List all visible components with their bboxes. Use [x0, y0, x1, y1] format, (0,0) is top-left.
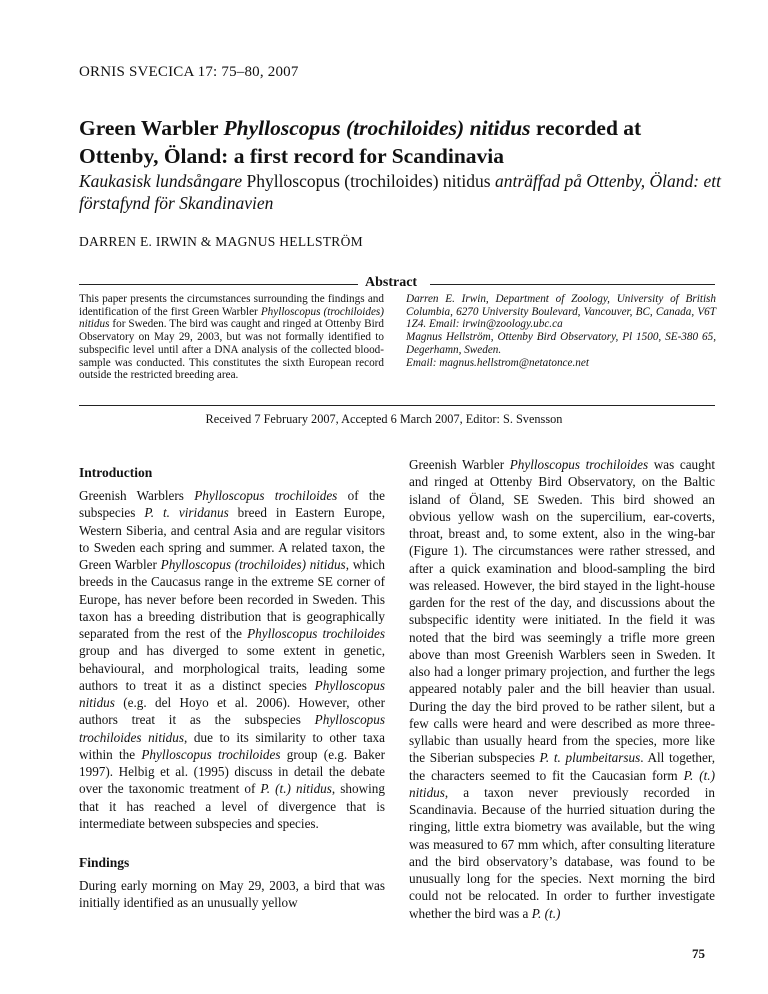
- subtitle-text-end: anträffad på Ottenby, Öland: ett förstafynd för Skandinavien: [79, 171, 721, 213]
- intro-text: group (e.g. Baker 1997). Helbig et al. (1995) discuss in detail the debate over the taxonomic treatment of: [79, 746, 385, 797]
- intro-text: , due to its similarity to other taxa within the: [79, 729, 385, 762]
- left-column: [79, 464, 385, 912]
- intro-taxon: P. t. viridanus: [144, 505, 229, 521]
- findings-paragraph: During early morning on May 29, 2003, a bird that was initially identified as an unusually yellow: [79, 878, 385, 911]
- abstract-text: [79, 293, 384, 382]
- article-title: [79, 114, 719, 170]
- author-affiliations: [406, 293, 716, 369]
- introduction-paragraph: [79, 487, 385, 832]
- intro-taxon: Phylloscopus nitidus: [79, 677, 385, 710]
- journal-header: ORNIS SVECICA 17: 75–80, 2007: [79, 64, 299, 80]
- abstract-bottom-rule: [79, 405, 715, 406]
- abstract-heading: Abstract: [365, 275, 418, 290]
- intro-text: of the subspecies: [79, 488, 385, 521]
- intro-taxon: Phylloscopus (trochiloides) nitidus: [160, 557, 346, 572]
- affiliation-email: Email: magnus.hellstrom@netatonce.net: [406, 356, 589, 369]
- intro-taxon: P. (t.) nitidus: [260, 781, 332, 797]
- title-text: Green Warbler: [79, 116, 224, 140]
- body-text: Greenish Warbler: [409, 457, 510, 472]
- affiliation-irwin: Darren E. Irwin, Department of Zoology, University of British Columbia, 6270 University Boulevard, Vancouver, BC, Canada, V6T 1Z4. Email: irwin@zoology.ubc.ca: [406, 293, 716, 331]
- swedish-subtitle: [79, 170, 729, 214]
- body-text: , a taxon never previously recorded in Scandinavia. Because of the hurried situation during the ringing, little extra biometry was available, but the wing was measured to 67 mm which, after consulting literature and the bird observatory’s database, was found to be unusually long for the species. Next morning the bird could not be relocated. In order to further investigate whether the bird was a: [409, 784, 715, 921]
- received-line: Received 7 February 2007, Accepted 6 March 2007, Editor: S. Svensson: [205, 412, 563, 426]
- abstract-rule-right: [430, 284, 715, 285]
- section-heading-introduction: Introduction: [79, 465, 153, 480]
- abstract-rule-left: [79, 284, 358, 285]
- title-taxon: Phylloscopus (trochiloides) nitidus: [223, 116, 531, 140]
- intro-text: (e.g. del Hoyo et al. 2006). However, other authors treat it as the subspecies: [79, 695, 385, 728]
- abstract-text-a: This paper presents the circumstances surrounding the findings and identification of the first Green Warbler: [79, 293, 384, 318]
- author-line: DARREN E. IRWIN & MAGNUS HELLSTRÖM: [79, 234, 363, 249]
- body-text: was caught and ringed at Ottenby Bird Observatory, on the Baltic island of Öland, SE Sweden. This bird showed an obvious yellow wash on the supercilium, ear-coverts, throat, breast and, to some extent, also in the wing-bar (Figure 1). The circumstances were rather stressed, and after a quick examination and blood-sampling the bird was released. However, the bird stayed in the light-house garden for the rest of the day, and discussions about the subspecific identity were initiated. In the field it was noted that the bird was seemingly a trifle more green above than most Greenish Warblers seen in Sweden. It also had a longer primary projection, and further the legs appeared notably paler and the bill heavier than usual. During the day the bird proved to be rather silent, but a few calls were heard and were described as more three-syllabic than usually heard from the species, more like the Siberian subspecies: [409, 457, 715, 766]
- intro-taxon: Phylloscopus trochiloides nitidus: [79, 712, 385, 745]
- abstract-taxon: Phylloscopus (trochiloides) nitidus: [79, 305, 384, 331]
- intro-text: breed in Eastern Europe, Western Siberia, and central Asia and are regular visitors to Sweden each spring and summer. A related taxon, the Green Warbler: [79, 505, 385, 572]
- intro-taxon: Phylloscopus trochiloides: [194, 488, 338, 503]
- intro-text: Greenish Warblers: [79, 488, 195, 503]
- subtitle-text: Kaukasisk lundsångare: [79, 171, 247, 191]
- title-text-end: recorded at Ottenby, Öland: a first record for Scandinavia: [79, 116, 642, 168]
- abstract-text-b: for Sweden. The bird was caught and ringed at Ottenby Bird Observatory on May 29, 2003, but was not formally identified to subspecific level until after a DNA analysis of the collected blood-sample was conducted. This constitutes the sixth European record outside the restricted breeding area.: [79, 318, 384, 382]
- findings-continued-paragraph: [409, 456, 715, 922]
- intro-text: , showing that it has reached a level of divergence that is intermediate between subspecies and species.: [79, 781, 385, 831]
- body-taxon: P. t. plumbeitarsus: [539, 750, 641, 766]
- section-heading-findings: Findings: [79, 855, 130, 870]
- subtitle-taxon: Phylloscopus (trochiloides) nitidus: [246, 171, 491, 191]
- intro-taxon: Phylloscopus trochiloides: [141, 746, 281, 762]
- body-taxon: P. (t.): [531, 905, 561, 921]
- page-number: 75: [692, 946, 705, 961]
- body-taxon: Phylloscopus trochiloides: [509, 457, 649, 472]
- intro-taxon: Phylloscopus trochiloides: [247, 626, 385, 641]
- body-taxon: P. (t.) nitidus: [409, 767, 715, 800]
- affiliation-hellstrom: Magnus Hellström, Ottenby Bird Observatory, Pl 1500, SE-380 65, Degerhamn, Sweden.: [406, 331, 716, 356]
- right-column: [409, 456, 715, 922]
- intro-text: , which breeds in the Caucasus range in the extreme SE corner of Europe, has never before been recorded in Sweden. This taxon has a breeding distribution that is geographically separated from the rest of the: [79, 557, 385, 641]
- body-text: . All together, the characters seemed to fit the Caucasian form: [409, 750, 715, 783]
- intro-text: group and has diverged to some extent in genetic, behavioural, and morphological traits, leading some authors to treat it as a distinct species: [79, 643, 385, 693]
